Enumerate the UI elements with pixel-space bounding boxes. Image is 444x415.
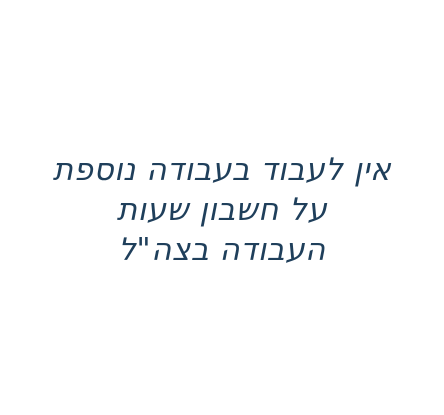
handwritten-message — [0, 150, 444, 270]
message-line-1: אין לעבוד בעבודה נוספת — [52, 152, 392, 188]
message-line-2: על חשבון שעות — [116, 192, 328, 228]
message-line-3: העבודה בצה"ל — [118, 232, 326, 268]
